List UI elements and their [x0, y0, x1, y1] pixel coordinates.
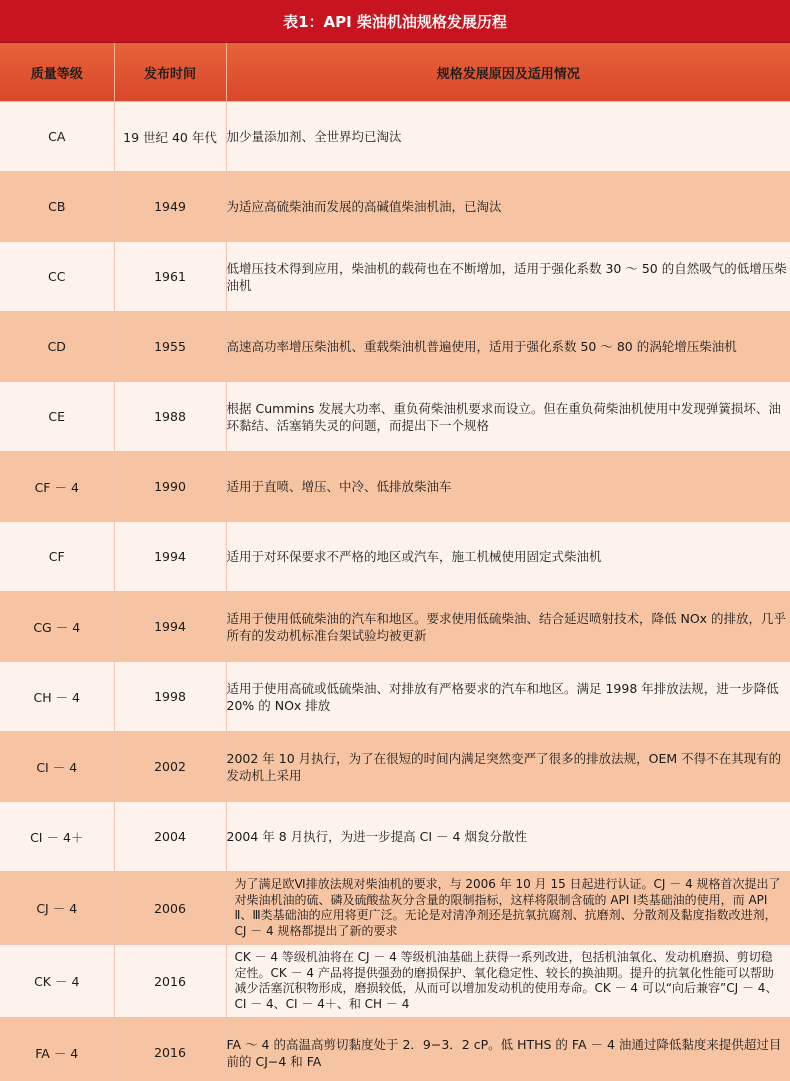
cell-grade: CE [0, 382, 114, 452]
cell-date: 1994 [114, 522, 226, 592]
table-row [0, 802, 790, 872]
api-diesel-spec-table [0, 43, 790, 1081]
cell-date: 1998 [114, 662, 226, 732]
cell-desc: FA ～ 4 的高温高剪切黏度处于 2．9−3．2 cP。低 HTHS 的 FA － 4 油通过降低黏度来提供超过目前的 CJ−4 和 FA [226, 1018, 790, 1081]
table-row [0, 382, 790, 452]
cell-desc: 为了满足欧Ⅵ排放法规对柴油机的要求，与 2006 年 10 月 15 日起进行认证。CJ － 4 规格首次提出了对柴油机油的硫、磷及硫酸盐灰分含量的限制指标，这样将限制含硫的 API Ⅰ类基础油的使用，而 API Ⅱ、Ⅲ类基础油的应用将更广泛。无论是对清净剂还是抗氧抗腐剂、抗磨剂、分散剂及黏度指数改进剂，CJ － 4 规格都提出了新的要求 [226, 872, 790, 945]
cell-grade: CI － 4＋ [0, 802, 114, 872]
table-title: 表1：API 柴油机油规格发展历程 [0, 0, 790, 43]
header-desc: 规格发展原因及适用情况 [226, 43, 790, 102]
cell-desc: 适用于对环保要求不严格的地区或汽车，施工机械使用固定式柴油机 [226, 522, 790, 592]
cell-date: 2002 [114, 732, 226, 802]
cell-date: 2016 [114, 1018, 226, 1081]
cell-desc: 高速高功率增压柴油机、重载柴油机普遍使用，适用于强化系数 50 ～ 80 的涡轮增压柴油机 [226, 312, 790, 382]
cell-grade: CF － 4 [0, 452, 114, 522]
cell-desc: 根据 Cummins 发展大功率、重负荷柴油机要求而设立。但在重负荷柴油机使用中发现弹簧损坏、油环黏结、活塞销失灵的问题，而提出下一个规格 [226, 382, 790, 452]
cell-grade: CH － 4 [0, 662, 114, 732]
cell-grade: CD [0, 312, 114, 382]
cell-desc: CK － 4 等级机油将在 CJ － 4 等级机油基础上获得一系列改进，包括机油氧化、发动机磨损、剪切稳定性。CK － 4 产品将提供强劲的磨损保护、氧化稳定性、较长的换油期。提升的抗氧化性能可以帮助减少活塞沉积物形成，磨损较低，从而可以增加发动机的使用寿命。CK － 4 可以“向后兼容”CJ － 4、CI － 4、CI － 4＋、和 CH － 4 [226, 945, 790, 1018]
cell-grade: CG － 4 [0, 592, 114, 662]
cell-date: 2016 [114, 945, 226, 1018]
cell-desc: 2002 年 10 月执行，为了在很短的时间内满足突然变严了很多的排放法规，OEM 不得不在其现有的发动机上采用 [226, 732, 790, 802]
cell-grade: CF [0, 522, 114, 592]
table-row [0, 592, 790, 662]
cell-date: 1994 [114, 592, 226, 662]
cell-desc: 加少量添加剂、全世界均已淘汰 [226, 102, 790, 172]
cell-date: 2004 [114, 802, 226, 872]
cell-grade: CC [0, 242, 114, 312]
cell-desc: 为适应高硫柴油而发展的高碱值柴油机油，已淘汰 [226, 172, 790, 242]
cell-grade: CK － 4 [0, 945, 114, 1018]
cell-date: 1988 [114, 382, 226, 452]
table-row [0, 102, 790, 172]
cell-desc: 适用于直喷、增压、中冷、低排放柴油车 [226, 452, 790, 522]
cell-date: 1949 [114, 172, 226, 242]
table-row [0, 312, 790, 382]
table-header-row [0, 43, 790, 102]
table-row [0, 662, 790, 732]
cell-desc: 低增压技术得到应用，柴油机的载荷也在不断增加，适用于强化系数 30 ～ 50 的自然吸气的低增压柴油机 [226, 242, 790, 312]
cell-date: 1990 [114, 452, 226, 522]
cell-date: 1961 [114, 242, 226, 312]
cell-desc: 适用于使用低硫柴油的汽车和地区。要求使用低硫柴油、结合延迟喷射技术，降低 NOx 的排放，几乎所有的发动机标准台架试验均被更新 [226, 592, 790, 662]
cell-date: 2006 [114, 872, 226, 945]
cell-grade: CJ － 4 [0, 872, 114, 945]
cell-grade: FA － 4 [0, 1018, 114, 1081]
cell-grade: CA [0, 102, 114, 172]
cell-date: 1955 [114, 312, 226, 382]
table-row [0, 172, 790, 242]
cell-grade: CB [0, 172, 114, 242]
table-row [0, 872, 790, 945]
table-row [0, 1018, 790, 1081]
header-grade: 质量等级 [0, 43, 114, 102]
table-row [0, 242, 790, 312]
table-row [0, 452, 790, 522]
table-row [0, 945, 790, 1018]
cell-desc: 适用于使用高硫或低硫柴油、对排放有严格要求的汽车和地区。满足 1998 年排放法规，进一步降低 20% 的 NOx 排放 [226, 662, 790, 732]
cell-date: 19 世纪 40 年代 [114, 102, 226, 172]
header-date: 发布时间 [114, 43, 226, 102]
table-row [0, 522, 790, 592]
table-row [0, 732, 790, 802]
cell-desc: 2004 年 8 月执行，为进一步提高 CI － 4 烟炱分散性 [226, 802, 790, 872]
cell-grade: CI － 4 [0, 732, 114, 802]
